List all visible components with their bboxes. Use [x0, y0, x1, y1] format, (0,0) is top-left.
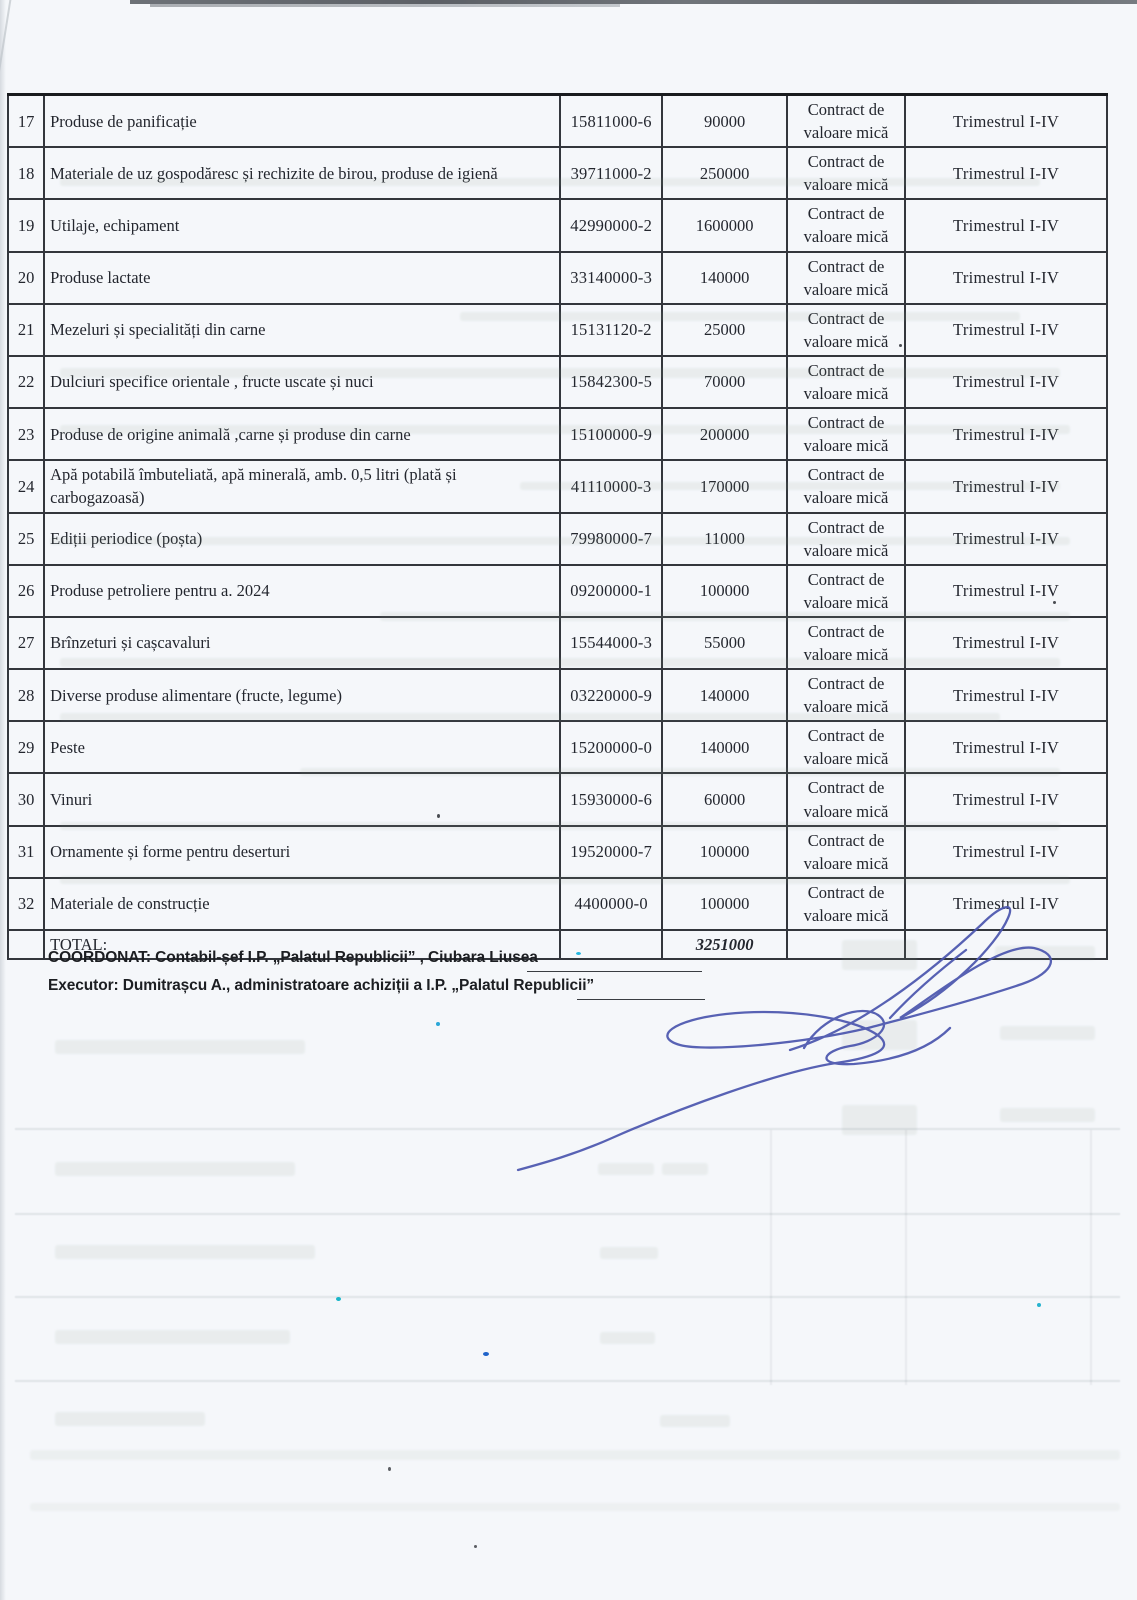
cpv-code-cell: 41110000-3 — [560, 460, 662, 512]
cpv-code-cell: 03220000-9 — [560, 669, 662, 721]
amount-cell: 250000 — [662, 147, 786, 199]
amount-cell: 170000 — [662, 460, 786, 512]
amount-cell: 70000 — [662, 356, 786, 408]
procedure-cell: Contract de valoare mică — [787, 878, 905, 930]
bleedthrough-row — [600, 1332, 655, 1344]
bleedthrough-line — [15, 1380, 1120, 1382]
bleedthrough-line — [15, 1213, 1120, 1215]
description-cell: Materiale de uz gospodăresc și rechizite de birou, produse de igienă — [44, 147, 560, 199]
cpv-code-cell: 15544000-3 — [560, 617, 662, 669]
bleedthrough-row — [55, 1162, 295, 1176]
procedure-cell: Contract de valoare mică — [787, 460, 905, 512]
amount-cell: 25000 — [662, 304, 786, 356]
cpv-code-cell: 15842300-5 — [560, 356, 662, 408]
cpv-code-cell: 15811000-6 — [560, 95, 662, 148]
amount-cell: 60000 — [662, 773, 786, 825]
row-number-cell: 19 — [8, 199, 44, 251]
scan-edge-artifact — [0, 0, 6, 1600]
ink-speck — [388, 1467, 391, 1471]
row-number-cell: 20 — [8, 252, 44, 304]
table-row — [8, 773, 1107, 825]
row-number-cell: 22 — [8, 356, 44, 408]
procedure-cell: Contract de valoare mică — [787, 669, 905, 721]
procedure-cell: Contract de valoare mică — [787, 721, 905, 773]
period-cell: Trimestrul I-IV — [905, 199, 1107, 251]
amount-cell: 100000 — [662, 826, 786, 878]
table-row — [8, 199, 1107, 251]
procedure-cell: Contract de valoare mică — [787, 565, 905, 617]
bleedthrough-column-line — [1090, 1130, 1092, 1385]
period-cell: Trimestrul I-IV — [905, 95, 1107, 148]
cpv-code-cell: 19520000-7 — [560, 826, 662, 878]
period-cell: Trimestrul I-IV — [905, 669, 1107, 721]
ink-speck — [1053, 601, 1056, 604]
total-empty-cell — [8, 930, 44, 959]
table-row — [8, 565, 1107, 617]
row-number-cell: 29 — [8, 721, 44, 773]
bleedthrough-band — [60, 658, 1060, 667]
amount-cell: 100000 — [662, 565, 786, 617]
total-label-cell: TOTAL: — [44, 930, 560, 959]
table-row — [8, 721, 1107, 773]
procedure-cell: Contract de valoare mică — [787, 199, 905, 251]
ink-speck — [336, 1297, 341, 1301]
amount-cell: 90000 — [662, 95, 786, 148]
amount-cell: 55000 — [662, 617, 786, 669]
procedure-cell: Contract de valoare mică — [787, 304, 905, 356]
bleedthrough-band — [380, 612, 1070, 621]
cpv-code-cell: 4400000-0 — [560, 878, 662, 930]
row-number-cell: 21 — [8, 304, 44, 356]
cpv-code-cell: 79980000-7 — [560, 513, 662, 565]
scan-edge-artifact — [150, 4, 620, 7]
ink-speck — [437, 814, 440, 818]
description-cell: Peste — [44, 721, 560, 773]
bleedthrough-band — [50, 537, 1070, 545]
row-number-cell: 28 — [8, 669, 44, 721]
description-cell: Brînzeturi și cașcavaluri — [44, 617, 560, 669]
procedure-cell: Contract de valoare mică — [787, 252, 905, 304]
bleedthrough-line — [15, 1296, 1120, 1298]
description-cell: Produse de panificație — [44, 95, 560, 148]
description-cell: Produse lactate — [44, 252, 560, 304]
bleedthrough-row — [55, 1040, 305, 1054]
row-number-cell: 25 — [8, 513, 44, 565]
cpv-code-cell: 15200000-0 — [560, 721, 662, 773]
description-cell: Ediții periodice (poșta) — [44, 513, 560, 565]
period-cell: Trimestrul I-IV — [905, 252, 1107, 304]
amount-cell: 100000 — [662, 878, 786, 930]
amount-cell: 200000 — [662, 408, 786, 460]
executor-line: Executor: Dumitrașcu A., administratoare achiziții a I.P. „Palatul Republicii” — [48, 977, 595, 994]
bleedthrough-smudge — [30, 1503, 1120, 1511]
bleedthrough-band — [60, 178, 1040, 186]
bleedthrough-row — [55, 1412, 205, 1426]
period-cell: Trimestrul I-IV — [905, 617, 1107, 669]
description-cell: Produse petroliere pentru a. 2024 — [44, 565, 560, 617]
table-row — [8, 408, 1107, 460]
description-cell: Utilaje, echipament — [44, 199, 560, 251]
procedure-cell: Contract de valoare mică — [787, 408, 905, 460]
cpv-code-cell: 15100000-9 — [560, 408, 662, 460]
table-row — [8, 252, 1107, 304]
coordonat-line: COORDONAT: Contabil-șef I.P. „Palatul Republicii” , Ciubara Liusea — [48, 949, 538, 966]
bleedthrough-band — [60, 822, 1060, 830]
period-cell: Trimestrul I-IV — [905, 878, 1107, 930]
description-cell: Produse de origine animală ,carne și produse din carne — [44, 408, 560, 460]
description-cell: Ornamente și forme pentru deserturi — [44, 826, 560, 878]
amount-cell: 1600000 — [662, 199, 786, 251]
bleedthrough-row — [55, 1330, 290, 1344]
amount-cell: 11000 — [662, 513, 786, 565]
handwritten-signature — [460, 898, 1080, 1183]
bleedthrough-band — [520, 482, 1060, 490]
procedure-cell: Contract de valoare mică — [787, 617, 905, 669]
description-cell: Dulciuri specifice orientale , fructe uscate și nuci — [44, 356, 560, 408]
row-number-cell: 26 — [8, 565, 44, 617]
cpv-code-cell: 33140000-3 — [560, 252, 662, 304]
bleedthrough-band — [300, 768, 1060, 776]
procedure-cell: Contract de valoare mică — [787, 513, 905, 565]
cpv-code-cell: 39711000-2 — [560, 147, 662, 199]
procedure-cell: Contract de valoare mică — [787, 95, 905, 148]
description-cell: Vinuri — [44, 773, 560, 825]
row-number-cell: 18 — [8, 147, 44, 199]
ink-speck — [436, 1022, 440, 1026]
period-cell: Trimestrul I-IV — [905, 773, 1107, 825]
row-number-cell: 31 — [8, 826, 44, 878]
table-row — [8, 356, 1107, 408]
cpv-code-cell: 42990000-2 — [560, 199, 662, 251]
amount-cell: 140000 — [662, 252, 786, 304]
row-number-cell: 27 — [8, 617, 44, 669]
description-cell: Apă potabilă îmbuteliată, apă minerală, amb. 0,5 litri (plată și carbogazoasă) — [44, 460, 560, 512]
row-number-cell: 23 — [8, 408, 44, 460]
period-cell: Trimestrul I-IV — [905, 408, 1107, 460]
description-cell: Materiale de construcție — [44, 878, 560, 930]
cpv-code-cell: 09200000-1 — [560, 565, 662, 617]
amount-cell: 140000 — [662, 669, 786, 721]
cpv-code-cell: 15930000-6 — [560, 773, 662, 825]
table-row — [8, 826, 1107, 878]
period-cell: Trimestrul I-IV — [905, 460, 1107, 512]
period-cell: Trimestrul I-IV — [905, 565, 1107, 617]
period-cell: Trimestrul I-IV — [905, 826, 1107, 878]
row-number-cell: 30 — [8, 773, 44, 825]
procedure-cell: Contract de valoare mică — [787, 147, 905, 199]
row-number-cell: 32 — [8, 878, 44, 930]
cpv-code-cell: 15131120-2 — [560, 304, 662, 356]
row-number-cell: 24 — [8, 460, 44, 512]
table-row — [8, 147, 1107, 199]
ink-speck — [1037, 1303, 1041, 1307]
ink-speck — [899, 344, 902, 347]
procedure-cell: Contract de valoare mică — [787, 773, 905, 825]
period-cell: Trimestrul I-IV — [905, 513, 1107, 565]
procurement-table — [7, 93, 1108, 960]
description-cell: Mezeluri și specialități din carne — [44, 304, 560, 356]
bleedthrough-row — [55, 1245, 315, 1259]
ink-speck — [483, 1352, 489, 1356]
amount-cell: 140000 — [662, 721, 786, 773]
bleedthrough-band — [60, 368, 1060, 378]
bleedthrough-row — [660, 1415, 730, 1427]
period-cell: Trimestrul I-IV — [905, 721, 1107, 773]
procedure-cell: Contract de valoare mică — [787, 356, 905, 408]
period-cell: Trimestrul I-IV — [905, 147, 1107, 199]
bleedthrough-band — [60, 876, 1070, 884]
bleedthrough-band — [460, 312, 1020, 321]
period-cell: Trimestrul I-IV — [905, 304, 1107, 356]
bleedthrough-smudge — [30, 1450, 1120, 1460]
bleedthrough-band — [60, 425, 1070, 434]
table-row — [8, 95, 1107, 148]
bleedthrough-row — [600, 1247, 658, 1259]
row-number-cell: 17 — [8, 95, 44, 148]
period-cell: Trimestrul I-IV — [905, 356, 1107, 408]
description-cell: Diverse produse alimentare (fructe, legume) — [44, 669, 560, 721]
bleedthrough-band — [60, 713, 1000, 721]
ink-speck — [474, 1545, 477, 1548]
procedure-cell: Contract de valoare mică — [787, 826, 905, 878]
total-amount-cell: 3251000 — [662, 930, 786, 959]
